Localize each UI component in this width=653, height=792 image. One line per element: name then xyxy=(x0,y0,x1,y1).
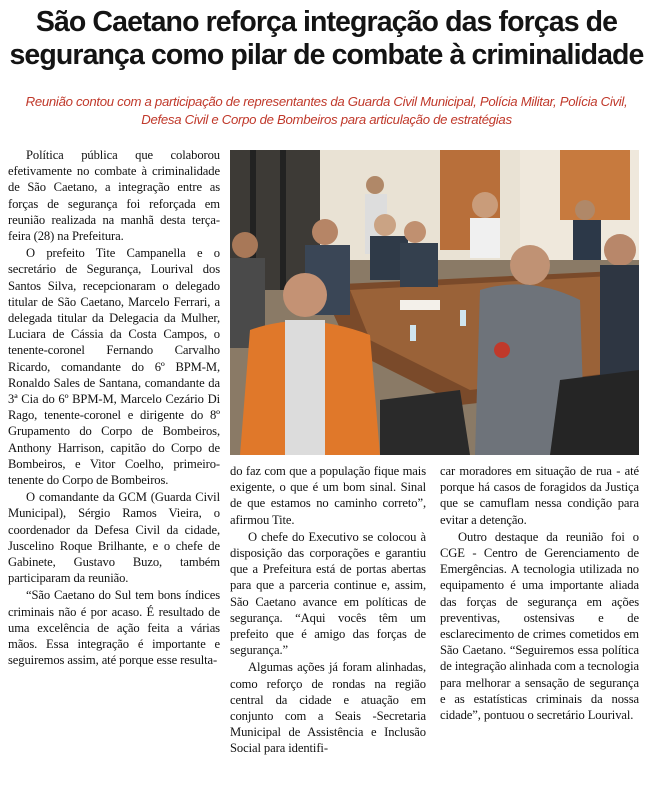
paragraph: Política pública que colaborou efetivamente no combate à criminalidade de São Caetano, a integração entre as forças de segurança foi reforçada em reunião realizada na manhã desta terça-feira (28) na Prefeitura. xyxy=(8,148,220,244)
paragraph: Algumas ações já foram alinhadas, como reforço de rondas na região central da cidade e atuação em conjunto com a Seais -Secretaria Municipal de Assistência e Inclusão Social para identifi- xyxy=(230,660,426,756)
subheadline: Reunião contou com a participação de representantes da Guarda Civil Municipal, Polícia Militar, Polícia Civil, Defesa Civil e Corpo de Bombeiros para articulação de estratégias xyxy=(25,94,628,127)
paragraph: O comandante da GCM (Guarda Civil Municipal), Sérgio Ramos Vieira, o coordenador da Defesa Civil da cidade, Juscelino Roque Brilhante, e o chefe de Gabinete, Gustavo Buzo, também participaram da reunião. xyxy=(8,490,220,586)
meeting-photo-illustration xyxy=(230,150,639,455)
meeting-photo xyxy=(230,150,639,455)
paragraph: Outro destaque da reunião foi o CGE - Centro de Gerenciamento de Emergências. A tecnologia utilizada no equipamento é uma importante aliada das forças de segurança em ações preventivas, ostensivas e de esclarecimento de crimes cometidos em São Caetano. “Seguiremos essa política de integração alinhada com a tecnologia para melhorar a sensação de segurança e as estatísticas criminais da nossa cidade”, pontuou o secretário Lourival. xyxy=(440,529,639,723)
paragraph: O prefeito Tite Campanella e o secretário de Segurança, Lourival dos Santos Silva, recepcionaram o delegado titular de São Caetano, Marcelo Ferrari, a delegada titular da Delegacia da Mulher, Luciara de Cássia da Costa Campos, o tenente-coronel Fernando Carvalho Ricardo, comandante do 6º BPM-M, Ronaldo Sales de Santana, comandante da 3ª Cia do 6º BPM-M, Marcelo Cezário Di Rago, tenente-coronel e dirigente do 8º Grupamento do Corpo de Bombeiros, Anthony Harrison, capitão do Corpo de Bombeiros, e Vitor Coelho, primeiro-tenente do Corpo de Bombeiros. xyxy=(8,246,220,488)
article-column-1 xyxy=(8,147,220,670)
article-column-3 xyxy=(440,463,639,724)
article-column-2 xyxy=(230,463,426,758)
paragraph: do faz com que a população fique mais exigente, o que é um bom sinal. Sinal de que estamos no caminho correto”, afirmou Tite. xyxy=(230,464,426,527)
paragraph: O chefe do Executivo se colocou à disposição das corporações e garantiu que a Prefeitura está de portas abertas para que a parceria continue e, assim, São Caetano avance em políticas de segurança. “Aqui vocês têm um prefeito que é amigo das forças de segurança.” xyxy=(230,529,426,658)
paragraph: “São Caetano do Sul tem bons índices criminais não é por acaso. É resultado de uma excelência de ação feita a várias mãos. Essa integração é importante e seguiremos assim, até porque esse resulta- xyxy=(8,588,220,668)
headline: São Caetano reforça integração das forças de segurança como pilar de combate à criminalidade xyxy=(9,6,644,71)
paragraph: car moradores em situação de rua - até porque há casos de foragidos da Justiça que se camuflam nessa condição para evitar a detenção. xyxy=(440,464,639,527)
